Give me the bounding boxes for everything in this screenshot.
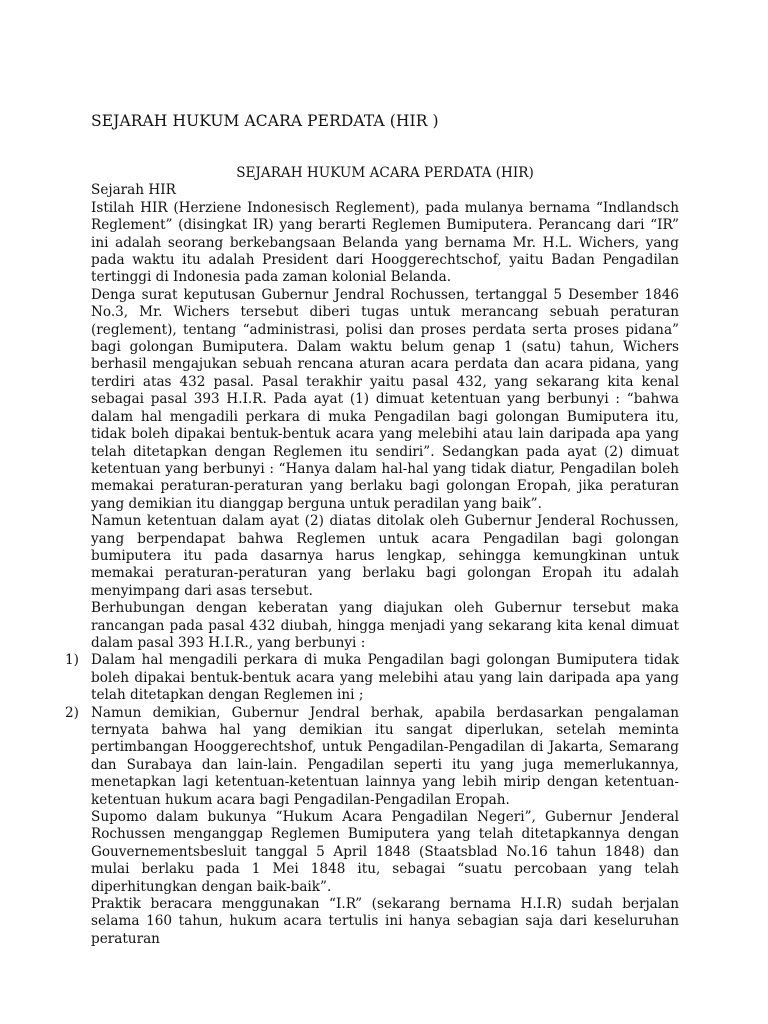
- list-item: [65, 704, 679, 949]
- list-item-number: 1): [65, 652, 79, 669]
- numbered-list: [65, 652, 679, 948]
- document-body: [65, 165, 679, 948]
- section-heading: Sejarah HIR: [91, 182, 176, 199]
- paragraph: Denga surat keputusan Gubernur Jendral Rochussen, tertanggal 5 Desember 1846 No.3, Mr. Wichers tersebut diberi tugas untuk merancang sebuah peraturan (reglement), tentang “administrasi, polisi dan proses perdata serta proses pidana” bagi golongan Bumiputera. Dalam waktu belum genap 1 (satu) tahun, Wichers berhasil mengajukan sebuah rencana aturan acara perdata dan acara pidana, yang terdiri atas 432 pasal. Pasal terakhir yaitu pasal 432, yang sekarang kita kenal sebagai pasal 393 H.I.R. Pada ayat (1) dimuat ketentuan yang berbunyi : “bahwa dalam hal mengadili perkara di muka Pengadilan bagi golongan Bumiputera itu, tidak boleh dipakai bentuk-bentuk acara yang melebihi atau lain daripada apa yang telah ditetapkan dengan Reglemen itu sendiri”. Sedangkan pada ayat (2) dimuat ketentuan yang berbunyi : “Hanya dalam hal-hal yang tidak diatur, Pengadilan boleh memakai peraturan-peraturan yang berlaku bagi golongan Eropah, jika peraturan yang demikian itu dianggap berguna untuk peradilan yang baik”.: [91, 286, 679, 512]
- paragraph: Namun ketentuan dalam ayat (2) diatas ditolak oleh Gubernur Jenderal Rochussen, yang berpendapat bahwa Reglemen untuk acara Pengadilan bagi golongan bumiputera itu pada dasarnya harus lengkap, sehingga kemungkinan untuk memakai peraturan-peraturan yang berlaku bagi golongan Eropah itu adalah menyimpang dari asas tersebut.: [91, 513, 679, 599]
- list-item-continuation: Supomo dalam bukunya “Hukum Acara Pengadilan Negeri”, Gubernur Jenderal Rochussen menganggap Reglemen Bumiputera yang telah ditetapkannya dengan Gouvernementsbesluit tanggal 5 April 1848 (Staatsblad No.16 tahun 1848) dan mulai berlaku pada 1 Mei 1848 itu, sebagai “suatu percobaan yang telah diperhitungkan dengan baik-baik”.: [91, 809, 679, 895]
- document-title: SEJARAH HUKUM ACARA PERDATA (HIR ): [91, 112, 439, 130]
- list-item-number: 2): [65, 704, 79, 721]
- document-subtitle: SEJARAH HUKUM ACARA PERDATA (HIR): [236, 165, 534, 181]
- paragraph: Istilah HIR (Herziene Indonesisch Reglement), pada mulanya bernama “Indlandsch Reglement” (disingkat IR) yang berarti Reglemen Bumiputera. Perancang dari “IR” ini adalah seorang berkebangsaan Belanda yang bernama Mr. H.L. Wichers, yang pada waktu itu adalah President dari Hooggerechtschof, yaitu Badan Pengadilan tertinggi di Indonesia pada zaman kolonial Belanda.: [91, 199, 679, 286]
- list-item-text: Namun demikian, Gubernur Jendral berhak, apabila berdasarkan pengalaman ternyata bahwa hal yang demikian itu sangat diperlukan, setelah meminta pertimbangan Hooggerechtshof, untuk Pengadilan-Pengadilan di Jakarta, Semarang dan Surabaya dan lain-lain. Pengadilan seperti itu yang juga memerlukannya, menetapkan lagi ketentuan-ketentuan lainnya yang lebih mirip dengan ketentuan-ketentuan hukum acara bagi Pengadilan-Pengadilan Eropah.: [91, 704, 679, 808]
- list-item: [65, 652, 679, 704]
- paragraph: Berhubungan dengan keberatan yang diajukan oleh Gubernur tersebut maka rancangan pada pasal 432 diubah, hingga menjadi yang sekarang kita kenal dimuat dalam pasal 393 H.I.R., yang berbunyi :: [91, 600, 679, 651]
- list-item-text: Dalam hal mengadili perkara di muka Pengadilan bagi golongan Bumiputera tidak boleh dipakai bentuk-bentuk acara yang melebihi atau yang lain daripada apa yang telah ditetapkan dengan Reglemen ini ;: [91, 652, 679, 704]
- list-item-continuation: Praktik beracara menggunakan “I.R” (sekarang bernama H.I.R) sudah berjalan selama 160 tahun, hukum acara tertulis ini hanya sebagian saja dari keseluruhan peraturan: [91, 896, 679, 947]
